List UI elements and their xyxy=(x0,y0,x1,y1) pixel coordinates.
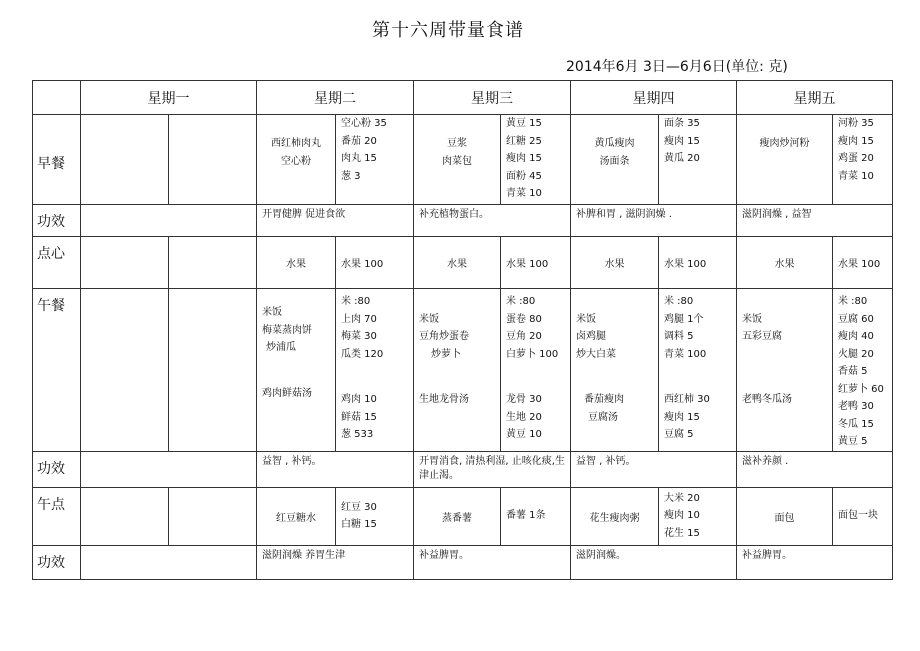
date-range: 2014年6月 3日—6月6日(单位: 克) xyxy=(566,59,788,75)
lunch-wed-soup: 生地龙骨汤 xyxy=(419,394,469,405)
empty-cell xyxy=(81,487,169,545)
breakfast-tue-ingredients: 空心粉 35 番茄 20 肉丸 15 葱 3 xyxy=(336,115,414,205)
breakfast-fri-ingredients: 河粉 35 瘦肉 15 鸡蛋 20 青菜 10 xyxy=(833,115,893,205)
breakfast-effect-thu: 补脾和胃 , 滋阴润燥 . xyxy=(571,205,737,237)
row-label-effect: 功效 xyxy=(33,545,81,579)
breakfast-thu-ingredients: 面条 35 瘦肉 15 黄瓜 20 xyxy=(659,115,737,205)
snack-wed-ingredient: 水果 100 xyxy=(501,237,571,289)
corner-cell xyxy=(33,81,81,115)
day-header-wed: 星期三 xyxy=(414,81,571,115)
afternoon-tue-ingredients: 红豆 30 白糖 15 xyxy=(336,487,414,545)
snack-tue-ingredient: 水果 100 xyxy=(336,237,414,289)
lunch-effect-thu: 益智 , 补钙。 xyxy=(571,451,737,487)
snack-row xyxy=(33,237,893,289)
empty-cell xyxy=(81,545,257,579)
snack-thu-ingredient: 水果 100 xyxy=(659,237,737,289)
row-label-lunch: 午餐 xyxy=(33,289,81,452)
empty-cell xyxy=(81,289,169,452)
afternoon-effect-tue: 滋阴润燥 养胃生津 xyxy=(257,545,414,579)
afternoon-effect-wed: 补益脾胃。 xyxy=(414,545,571,579)
breakfast-effect-tue: 开胃健脾 促进食欲 xyxy=(257,205,414,237)
empty-cell xyxy=(81,451,257,487)
breakfast-effect-row xyxy=(33,205,893,237)
snack-fri-ingredient: 水果 100 xyxy=(833,237,893,289)
row-label-snack: 点心 xyxy=(33,237,81,289)
lunch-effect-tue: 益智 , 补钙。 xyxy=(257,451,414,487)
lunch-wed-ingredients: 米 :80 蛋卷 80 豆角 20 白萝卜 100 龙骨 30 生地 20 黄豆 10 xyxy=(501,289,571,452)
lunch-thu-ingredients: 米 :80 鸡腿 1个 调料 5 青菜 100 西红柿 30 瘦肉 15 豆腐 5 xyxy=(659,289,737,452)
empty-cell xyxy=(81,115,169,205)
row-label-breakfast: 早餐 xyxy=(33,115,81,205)
lunch-effect-fri: 滋补养颜 . xyxy=(737,451,893,487)
page-title: 第十六周带量食谱 xyxy=(372,20,524,41)
breakfast-wed-dishes: 豆浆 肉菜包 xyxy=(414,115,501,205)
row-label-afternoon: 午点 xyxy=(33,487,81,545)
afternoon-fri-ingredients: 面包一块 xyxy=(833,487,893,545)
empty-cell xyxy=(169,289,257,452)
afternoon-fri-dish: 面包 xyxy=(737,487,833,545)
lunch-effect-wed: 开胃消食, 清热利湿, 止咳化痰,生津止渴。 xyxy=(414,451,571,487)
empty-cell xyxy=(169,115,257,205)
afternoon-wed-dish: 蒸番薯 xyxy=(414,487,501,545)
afternoon-thu-ingredients: 大米 20 瘦肉 10 花生 15 xyxy=(659,487,737,545)
afternoon-tue-dish: 红豆糖水 xyxy=(257,487,336,545)
lunch-fri-soup: 老鸭冬瓜汤 xyxy=(742,394,792,405)
lunch-effect-row xyxy=(33,451,893,487)
breakfast-wed-ingredients: 黄豆 15 红糖 25 瘦肉 15 面粉 45 青菜 10 xyxy=(501,115,571,205)
afternoon-effect-thu: 滋阴润燥。 xyxy=(571,545,737,579)
row-label-effect: 功效 xyxy=(33,451,81,487)
empty-cell xyxy=(169,487,257,545)
afternoon-effect-row xyxy=(33,545,893,579)
snack-fri-dish: 水果 xyxy=(737,237,833,289)
lunch-tue-soup: 鸡肉鲜菇汤 xyxy=(262,387,312,399)
empty-cell xyxy=(81,237,169,289)
day-header-mon: 星期一 xyxy=(81,81,257,115)
afternoon-thu-dish: 花生瘦肉粥 xyxy=(571,487,659,545)
snack-wed-dish: 水果 xyxy=(414,237,501,289)
lunch-fri-ingredients: 米 :80 豆腐 60 瘦肉 40 火腿 20 香菇 5 红萝卜 60 老鸭 30 冬瓜 15 黄豆 5 xyxy=(833,289,893,452)
afternoon-wed-ingredients: 番薯 1条 xyxy=(501,487,571,545)
lunch-tue-dishes: 米饭 梅菜蒸肉饼 炒浦瓜 鸡肉鲜菇汤 xyxy=(257,289,336,452)
snack-tue-dish: 水果 xyxy=(257,237,336,289)
breakfast-tue-dishes: 西红柿肉丸 空心粉 xyxy=(257,115,336,205)
menu-table xyxy=(32,80,893,580)
lunch-tue-ingredients: 米 :80 上肉 70 梅菜 30 瓜类 120 鸡肉 10 鲜菇 15 葱 533 xyxy=(336,289,414,452)
day-header-fri: 星期五 xyxy=(737,81,893,115)
lunch-thu-soup: 番茄瘦肉 xyxy=(584,394,624,405)
breakfast-thu-dishes: 黄瓜瘦肉 汤面条 xyxy=(571,115,659,205)
afternoon-effect-fri: 补益脾胃。 xyxy=(737,545,893,579)
lunch-fri-dishes: 米饭 五彩豆腐 老鸭冬瓜汤 xyxy=(737,289,833,452)
snack-thu-dish: 水果 xyxy=(571,237,659,289)
row-label-effect: 功效 xyxy=(33,205,81,237)
breakfast-effect-fri: 滋阴润燥 , 益智 xyxy=(737,205,893,237)
empty-cell xyxy=(169,237,257,289)
empty-cell xyxy=(81,205,257,237)
breakfast-effect-wed: 补充植物蛋白。 xyxy=(414,205,571,237)
day-header-thu: 星期四 xyxy=(571,81,737,115)
lunch-thu-soup-2: 豆腐汤 xyxy=(588,411,618,423)
lunch-wed-dishes: 米饭 豆角炒蛋卷 炒萝卜 生地龙骨汤 xyxy=(414,289,501,452)
breakfast-row xyxy=(33,115,893,205)
header-row xyxy=(33,81,893,115)
breakfast-fri-dishes: 瘦肉炒河粉 xyxy=(737,115,833,205)
lunch-row xyxy=(33,289,893,452)
afternoon-row xyxy=(33,487,893,545)
lunch-thu-dishes: 米饭 卤鸡腿 炒大白菜 番茄瘦肉 豆腐汤 xyxy=(571,289,659,452)
day-header-tue: 星期二 xyxy=(257,81,414,115)
